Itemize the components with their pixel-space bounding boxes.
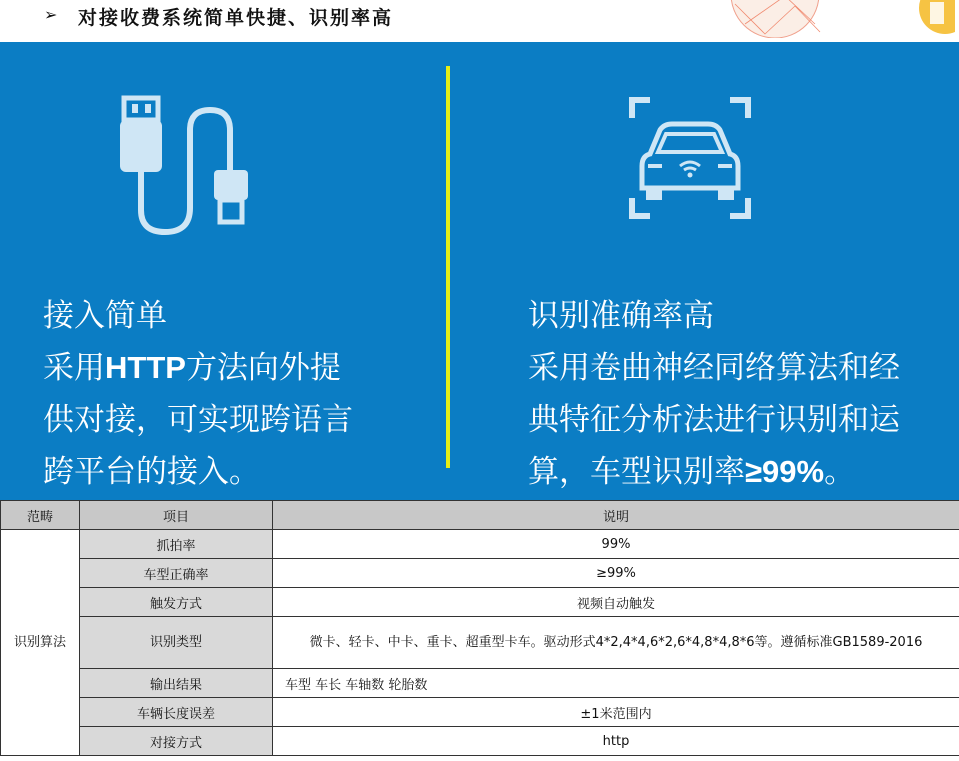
feature-text: 供对接，可实现跨语言 [43, 402, 353, 438]
table-row [1, 669, 959, 698]
panel-divider [446, 66, 450, 468]
column-header: 项目 [80, 501, 273, 530]
spec-table [0, 500, 959, 756]
table-header-row [1, 501, 959, 530]
feature-text: 。 [824, 454, 856, 490]
desc-cell: 视频自动触发 [273, 588, 959, 617]
bullet-arrow-icon: ➢ [44, 5, 58, 24]
column-header: 范畴 [1, 501, 80, 530]
section-title: 对接收费系统简单快捷、识别率高 [78, 7, 394, 29]
feature-easy-access [43, 290, 403, 498]
desc-cell: http [273, 727, 959, 756]
feature-text: 采用卷曲神经同络算法和经 [528, 350, 900, 386]
feature-text: 算，车型识别率 [528, 454, 745, 490]
item-cell: 输出结果 [80, 669, 273, 698]
desc-cell: 车型 车长 车轴数 轮胎数 [273, 669, 959, 698]
table-row [1, 617, 959, 669]
item-cell: 抓拍率 [80, 530, 273, 559]
table-row [1, 727, 959, 756]
desc-cell: 微卡、轻卡、中卡、重卡、超重型卡车。驱动形式4*2,4*4,6*2,6*4,8*4,8*6等。遵循标准GB1589-2016 [273, 617, 959, 669]
table-row [1, 530, 959, 559]
item-cell: 对接方式 [80, 727, 273, 756]
table-row [1, 698, 959, 727]
item-cell: 触发方式 [80, 588, 273, 617]
usb-cable-icon [110, 90, 270, 240]
item-cell: 车辆长度误差 [80, 698, 273, 727]
feature-text: 方法向外提 [185, 350, 341, 386]
feature-heading: 识别准确率高 [528, 298, 714, 334]
category-cell: 识别算法 [1, 530, 80, 756]
desc-cell: ±1米范围内 [273, 698, 959, 727]
table-row [1, 588, 959, 617]
section-header [0, 0, 959, 40]
decorative-graphic [725, 0, 955, 38]
item-cell: 识别类型 [80, 617, 273, 669]
column-header: 说明 [273, 501, 959, 530]
feature-text-bold: ≥99% [745, 454, 825, 489]
feature-high-accuracy [528, 290, 928, 498]
feature-text: 采用 [43, 350, 105, 386]
feature-text: 跨平台的接入。 [43, 454, 260, 490]
table-row [1, 559, 959, 588]
feature-text-bold: HTTP [105, 350, 186, 385]
desc-cell: 99% [273, 530, 959, 559]
car-scan-icon [628, 96, 752, 220]
feature-heading: 接入简单 [43, 298, 167, 334]
item-cell: 车型正确率 [80, 559, 273, 588]
feature-text: 典特征分析法进行识别和运 [528, 402, 900, 438]
desc-cell: ≥99% [273, 559, 959, 588]
